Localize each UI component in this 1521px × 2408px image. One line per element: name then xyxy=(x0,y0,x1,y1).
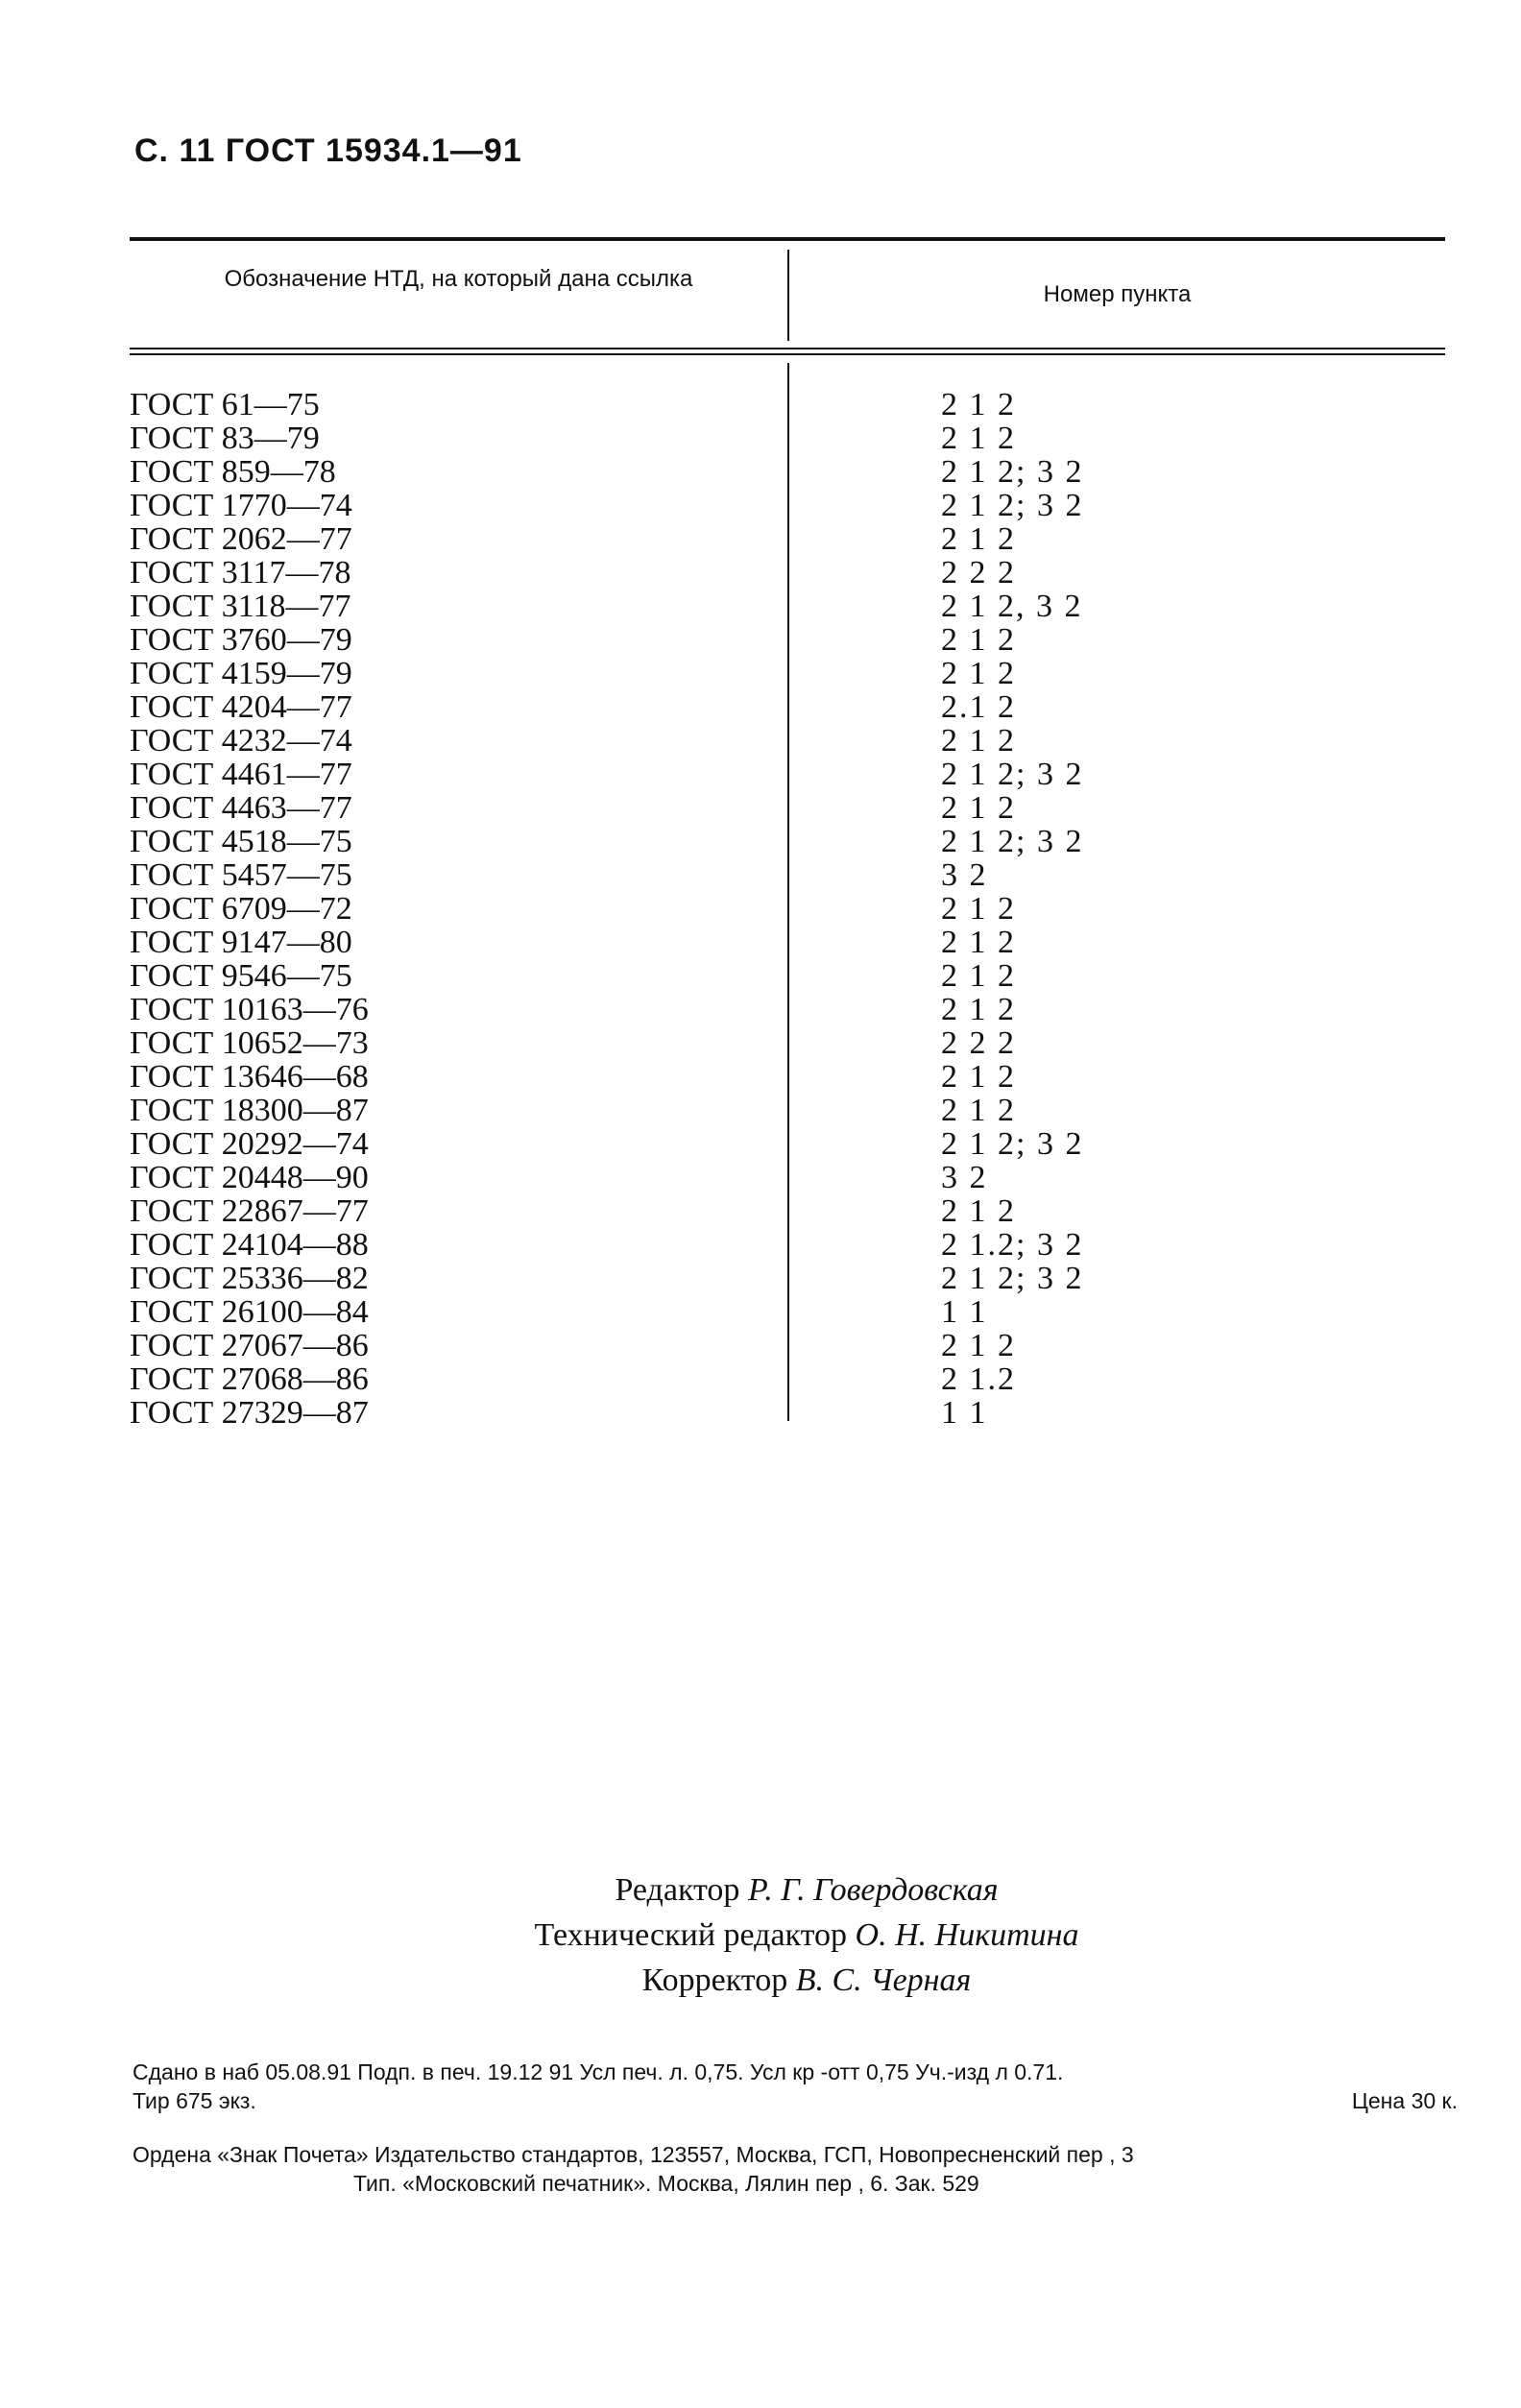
table-row xyxy=(130,1362,1445,1396)
table-row xyxy=(130,489,1445,522)
table-row xyxy=(130,1060,1445,1094)
reference-cell: ГОСТ 4159—79 xyxy=(130,656,352,691)
column-header-reference: Обозначение НТД, на который дана ссылка xyxy=(224,266,693,292)
page-header: С. 11 ГОСТ 15934.1—91 xyxy=(134,132,522,169)
item-number-cell: 2 1 2 xyxy=(941,421,1016,456)
table-row xyxy=(130,1295,1445,1329)
reference-table-body xyxy=(130,388,1445,1430)
item-number-cell: 3 2 xyxy=(941,857,988,893)
item-number-cell: 2 1 2 xyxy=(941,1059,1016,1095)
item-number-cell: 2 1 2; 3 2 xyxy=(941,1261,1084,1296)
table-row xyxy=(130,1262,1445,1295)
table-row xyxy=(130,522,1445,556)
table-row xyxy=(130,926,1445,959)
reference-cell: ГОСТ 27068—86 xyxy=(130,1361,369,1397)
print-details-line-1: Сдано в наб 05.08.91 Подп. в печ. 19.12 91 Усл печ. л. 0,75. Усл кр -отт 0,75 Уч.-изд л 0.71. xyxy=(133,2059,1064,2084)
item-number-cell: 2 1 2 xyxy=(941,622,1016,658)
table-row xyxy=(130,1194,1445,1228)
item-number-cell: 3 2 xyxy=(941,1160,988,1195)
reference-cell: ГОСТ 25336—82 xyxy=(130,1261,369,1296)
reference-cell: ГОСТ 4518—75 xyxy=(130,824,352,859)
reference-cell: ГОСТ 18300—87 xyxy=(130,1093,369,1128)
tech-editor-label: Технический редактор xyxy=(534,1917,848,1953)
table-row xyxy=(130,421,1445,455)
table-row xyxy=(130,1396,1445,1430)
reference-cell: ГОСТ 3117—78 xyxy=(130,555,351,590)
table-row xyxy=(130,959,1445,993)
table-row xyxy=(130,791,1445,825)
item-number-cell: 2 1.2; 3 2 xyxy=(941,1227,1084,1263)
item-number-cell: 2 1 2 xyxy=(941,656,1016,691)
reference-cell: ГОСТ 27067—86 xyxy=(130,1328,369,1363)
table-row xyxy=(130,724,1445,758)
reference-cell: ГОСТ 20292—74 xyxy=(130,1126,369,1162)
item-number-cell: 1 1 xyxy=(941,1294,988,1330)
reference-cell: ГОСТ 2062—77 xyxy=(130,521,352,557)
reference-cell: ГОСТ 27329—87 xyxy=(130,1395,369,1431)
proofreader-line xyxy=(384,1958,1229,2003)
publisher-details xyxy=(133,2140,1458,2198)
item-number-cell: 2 1 2 xyxy=(941,958,1016,994)
item-number-cell: 2 1 2; 3 2 xyxy=(941,757,1084,792)
printer-line: Тип. «Московский печатник». Москва, Лялин пер , 6. Зак. 529 xyxy=(353,2171,979,2196)
table-top-rule xyxy=(130,237,1445,241)
table-row xyxy=(130,590,1445,623)
tech-editor-name: О. Н. Никитина xyxy=(855,1917,1079,1953)
reference-cell: ГОСТ 4232—74 xyxy=(130,723,352,759)
table-row xyxy=(130,623,1445,657)
credits-block xyxy=(384,1867,1229,2003)
reference-cell: ГОСТ 859—78 xyxy=(130,454,336,490)
reference-cell: ГОСТ 1770—74 xyxy=(130,488,352,523)
reference-cell: ГОСТ 61—75 xyxy=(130,387,320,422)
print-run: Тир 675 экз. xyxy=(133,2088,256,2113)
table-row xyxy=(130,690,1445,724)
reference-cell: ГОСТ 5457—75 xyxy=(130,857,352,893)
item-number-cell: 2 1 2 xyxy=(941,1093,1016,1128)
reference-cell: ГОСТ 3118—77 xyxy=(130,589,351,624)
table-row xyxy=(130,825,1445,858)
proofreader-name: В. С. Черная xyxy=(795,1963,972,1998)
editor-name: Р. Г. Говердовская xyxy=(747,1872,999,1908)
reference-cell: ГОСТ 24104—88 xyxy=(130,1227,369,1263)
item-number-cell: 2 1.2 xyxy=(941,1361,1016,1397)
item-number-cell: 2 1 2; 3 2 xyxy=(941,1126,1084,1162)
item-number-cell: 2 2 2 xyxy=(941,1025,1016,1061)
item-number-cell: 2 1 2 xyxy=(941,790,1016,826)
table-row xyxy=(130,892,1445,926)
table-row xyxy=(130,993,1445,1026)
item-number-cell: 2 1 2 xyxy=(941,992,1016,1027)
table-row xyxy=(130,858,1445,892)
table-row xyxy=(130,1161,1445,1194)
item-number-cell: 2 1 2 xyxy=(941,723,1016,759)
table-row xyxy=(130,1228,1445,1262)
reference-cell: ГОСТ 4461—77 xyxy=(130,757,352,792)
item-number-cell: 2 1 2 xyxy=(941,925,1016,960)
editor-label: Редактор xyxy=(615,1872,740,1908)
item-number-cell: 2 1 2 xyxy=(941,891,1016,927)
reference-cell: ГОСТ 3760—79 xyxy=(130,622,352,658)
item-number-cell: 2 1 2 xyxy=(941,387,1016,422)
publisher-line: Ордена «Знак Почета» Издательство стандартов, 123557, Москва, ГСП, Новопресненский пер , 3 xyxy=(133,2142,1134,2167)
reference-cell: ГОСТ 22867—77 xyxy=(130,1193,369,1229)
reference-cell: ГОСТ 10163—76 xyxy=(130,992,369,1027)
item-number-cell: 2 1 2, 3 2 xyxy=(941,589,1083,624)
item-number-cell: 2 1 2 xyxy=(941,521,1016,557)
reference-cell: ГОСТ 9546—75 xyxy=(130,958,352,994)
item-number-cell: 2 1 2; 3 2 xyxy=(941,488,1084,523)
item-number-cell: 2.1 2 xyxy=(941,689,1016,725)
editor-line xyxy=(384,1867,1229,1913)
column-header-item-number: Номер пункта xyxy=(1043,281,1192,307)
item-number-cell: 2 1 2 xyxy=(941,1193,1016,1229)
table-row xyxy=(130,388,1445,421)
reference-cell: ГОСТ 6709—72 xyxy=(130,891,352,927)
item-number-cell: 1 1 xyxy=(941,1395,988,1431)
reference-cell: ГОСТ 10652—73 xyxy=(130,1025,369,1061)
reference-cell: ГОСТ 26100—84 xyxy=(130,1294,369,1330)
table-row xyxy=(130,657,1445,690)
reference-cell: ГОСТ 20448—90 xyxy=(130,1160,369,1195)
item-number-cell: 2 1 2; 3 2 xyxy=(941,454,1084,490)
tech-editor-line xyxy=(384,1913,1229,1958)
proofreader-label: Корректор xyxy=(641,1963,788,1998)
table-row xyxy=(130,758,1445,791)
print-details-line-2 xyxy=(133,2086,1458,2115)
table-row xyxy=(130,455,1445,489)
reference-cell: ГОСТ 4463—77 xyxy=(130,790,352,826)
reference-cell: ГОСТ 83—79 xyxy=(130,421,320,456)
item-number-cell: 2 1 2; 3 2 xyxy=(941,824,1084,859)
table-row xyxy=(130,1329,1445,1362)
table-row xyxy=(130,1127,1445,1161)
table-row xyxy=(130,556,1445,590)
print-details xyxy=(133,2058,1458,2115)
price: Цена 30 к. xyxy=(1351,2088,1458,2113)
table-header-rule xyxy=(130,348,1445,355)
reference-cell: ГОСТ 4204—77 xyxy=(130,689,352,725)
table-row xyxy=(130,1094,1445,1127)
item-number-cell: 2 2 2 xyxy=(941,555,1016,590)
reference-cell: ГОСТ 13646—68 xyxy=(130,1059,369,1095)
item-number-cell: 2 1 2 xyxy=(941,1328,1016,1363)
table-row xyxy=(130,1026,1445,1060)
reference-cell: ГОСТ 9147—80 xyxy=(130,925,352,960)
